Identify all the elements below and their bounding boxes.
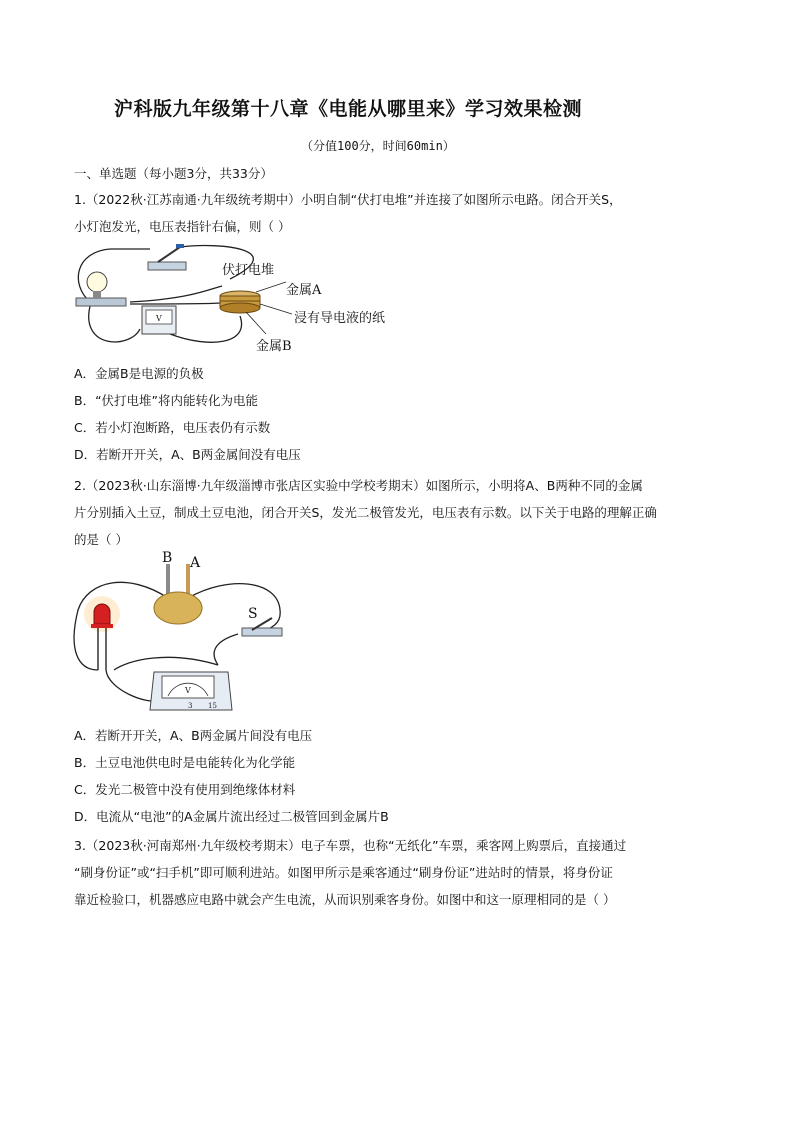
label-metal-a: 金属A <box>286 283 322 298</box>
switch-lever <box>158 247 180 262</box>
circuit-wire <box>170 316 242 342</box>
q2-option-c: C．发光二极管中没有使用到绝缘体材料 <box>74 782 296 797</box>
switch-base <box>148 262 186 270</box>
label-metal-b: 金属B <box>256 339 292 354</box>
question-2-line-1: 2.（2023秋·山东淄博·九年级淄博市张店区实验中学校考期末）如图所示，小明将A、B两种不同的金属 <box>74 478 643 493</box>
terminal-15: 15 <box>208 702 217 710</box>
q1-option-a: A．金属B是电源的负极 <box>74 366 204 381</box>
lamp-bulb-icon <box>87 272 107 292</box>
question-2-line-3: 的是（ ） <box>74 532 128 547</box>
lamp-base <box>76 298 126 306</box>
page-title: 沪科版九年级第十八章《电能从哪里来》学习效果检测 <box>114 98 583 120</box>
question-1-line-1: 1.（2022秋·江苏南通·九年级统考期中）小明自制“伏打电堆”并连接了如图所示电路。闭合开关S， <box>74 192 622 207</box>
question-3-line-3: 靠近检验口，机器感应电路中就会产生电流，从而识别乘客身份。如图中和这一原理相同的是（ ） <box>74 892 616 907</box>
circuit-wire <box>114 657 218 670</box>
circuit-wire <box>89 306 140 342</box>
label-a: A <box>190 555 201 571</box>
q2-option-b: B．土豆电池供电时是电能转化为化学能 <box>74 755 296 770</box>
question-3-line-2: “刷身份证”或“扫手机”即可顺利进站。如图甲所示是乘客通过“刷身份证”进站时的情景，将身份证 <box>74 865 613 880</box>
label-paper: 浸有导电液的纸 <box>294 311 386 326</box>
switch-base <box>242 628 282 636</box>
q2-option-a: A．若断开开关，A、B两金属片间没有电压 <box>74 728 313 743</box>
question-3 <box>74 832 724 913</box>
q1-option-b: B．“伏打电堆”将内能转化为电能 <box>74 393 259 408</box>
question-1 <box>74 186 724 240</box>
page-subtitle: （分值100分，时间60min） <box>301 139 455 153</box>
circuit-wire <box>106 670 158 701</box>
q1-option-c: C．若小灯泡断路，电压表仍有示数 <box>74 420 271 435</box>
figure-potato-battery-circuit <box>68 550 298 720</box>
q2-option-d: D．电流从“电池”的A金属片流出经过二极管回到金属片B <box>74 809 389 824</box>
figure-voltaic-pile-circuit <box>70 244 420 359</box>
q1-option-d: D．若断开开关，A、B两金属间没有电压 <box>74 447 301 462</box>
voltmeter-label: V <box>185 686 191 695</box>
question-2 <box>74 472 724 553</box>
circuit-wire <box>214 634 238 665</box>
question-3-line-1: 3.（2023秋·河南郑州·九年级校考期末）电子车票，也称“无纸化”车票，乘客网上购票后，直接通过 <box>74 838 627 853</box>
voltmeter-label: V <box>156 314 162 323</box>
led-icon <box>94 604 110 624</box>
circuit-wire <box>74 582 168 670</box>
potato <box>154 592 202 624</box>
terminal-3: 3 <box>188 702 193 710</box>
circuit-wire <box>130 286 222 302</box>
question-1-line-2: 小灯泡发光，电压表指针右偏，则（ ） <box>74 219 291 234</box>
label-voltaic-pile: 伏打电堆 <box>222 263 275 278</box>
question-2-line-2: 片分别插入土豆，制成土豆电池，闭合开关S，发光二极管发光，电压表有示数。以下关于电路的理解正确 <box>74 505 657 520</box>
label-b: B <box>162 550 173 566</box>
section-heading: 一、单选题（每小题3分，共33分） <box>74 166 273 181</box>
label-s: S <box>248 606 258 622</box>
